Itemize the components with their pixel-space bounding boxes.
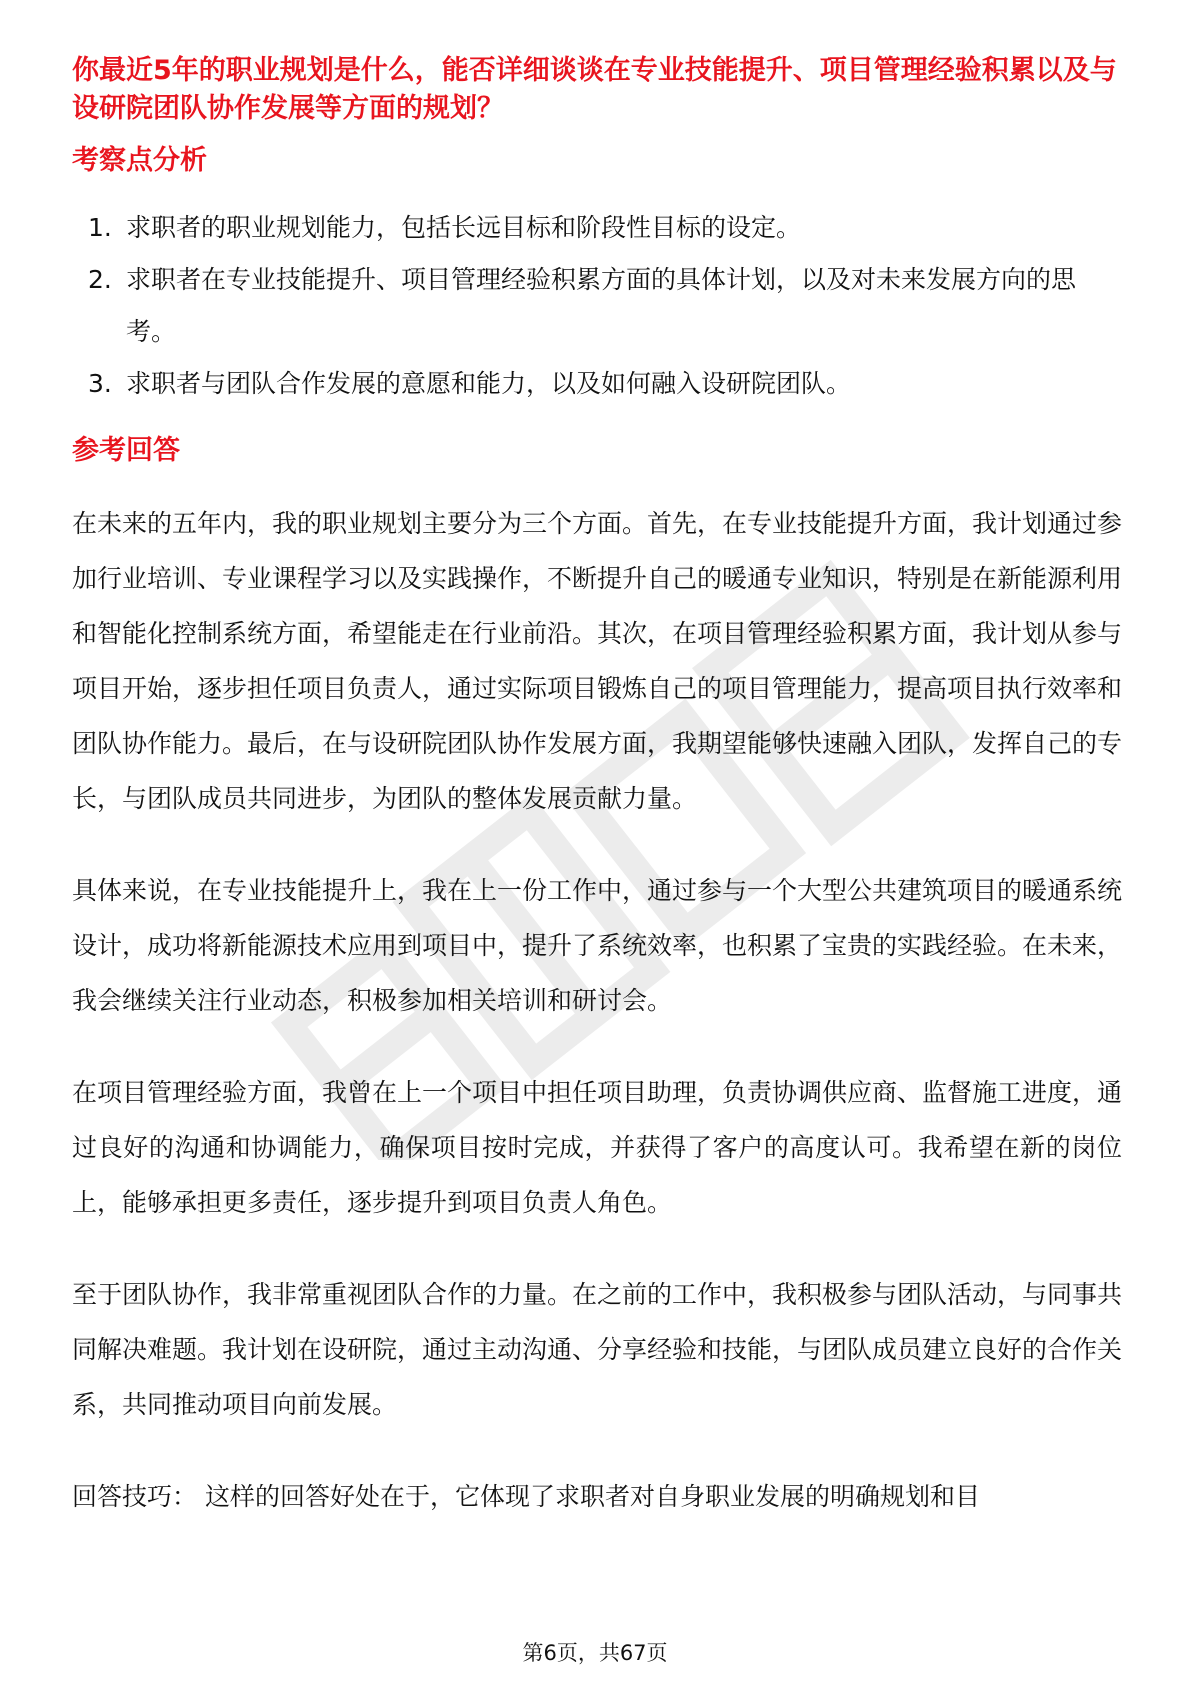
list-item — [72, 254, 1122, 358]
list-item — [72, 358, 1122, 410]
analysis-list — [72, 202, 1122, 410]
list-item-number: 3. — [88, 369, 112, 398]
document-content — [72, 52, 1122, 1524]
list-item-text: 求职者在专业技能提升、项目管理经验积累方面的具体计划，以及对未来发展方向的思考。 — [126, 265, 1077, 346]
analysis-section-title: 考察点分析 — [72, 145, 207, 176]
list-item-text: 求职者与团队合作发展的意愿和能力，以及如何融入设研院团队。 — [126, 369, 852, 398]
list-item-text: 求职者的职业规划能力，包括长远目标和阶段性目标的设定。 — [126, 213, 802, 242]
answer-section-title: 参考回答 — [72, 435, 180, 466]
list-item-number: 2. — [88, 265, 112, 294]
answer-paragraph: 至于团队协作，我非常重视团队合作的力量。在之前的工作中，我积极参与团队活动，与同事共同解决难题。我计划在设研院，通过主动沟通、分享经验和技能，与团队成员建立良好的合作关系，共同推动项目向前发展。 — [72, 1280, 1123, 1419]
answer-tip-paragraph: 回答技巧： 这样的回答好处在于，它体现了求职者对自身职业发展的明确规划和目 — [72, 1482, 980, 1511]
page-number: 第6页，共67页 — [522, 1641, 668, 1665]
answer-paragraph: 在项目管理经验方面，我曾在上一个项目中担任项目助理，负责协调供应商、监督施工进度，通过良好的沟通和协调能力，确保项目按时完成，并获得了客户的高度认可。我希望在新的岗位上，能够承担更多责任，逐步提升到项目负责人角色。 — [72, 1078, 1123, 1217]
list-item-number: 1. — [88, 213, 112, 242]
list-item — [72, 202, 1122, 254]
interview-question: 你最近5年的职业规划是什么，能否详细谈谈在专业技能提升、项目管理经验积累以及与设研院团队协作发展等方面的规划？ — [72, 55, 1117, 124]
answer-paragraph: 在未来的五年内，我的职业规划主要分为三个方面。首先，在专业技能提升方面，我计划通过参加行业培训、专业课程学习以及实践操作，不断提升自己的暖通专业知识，特别是在新能源利用和智能化控制系统方面，希望能走在行业前沿。其次，在项目管理经验积累方面，我计划从参与项目开始，逐步担任项目负责人，通过实际项目锻炼自己的项目管理能力，提高项目执行效率和团队协作能力。最后，在与设研院团队协作发展方面，我期望能够快速融入团队，发挥自己的专长，与团队成员共同进步，为团队的整体发展贡献力量。 — [72, 509, 1123, 813]
answer-paragraph: 具体来说，在专业技能提升上，我在上一份工作中，通过参与一个大型公共建筑项目的暖通系统设计，成功将新能源技术应用到项目中，提升了系统效率，也积累了宝贵的实践经验。在未来，我会继续关注行业动态，积极参加相关培训和研讨会。 — [72, 876, 1123, 1015]
